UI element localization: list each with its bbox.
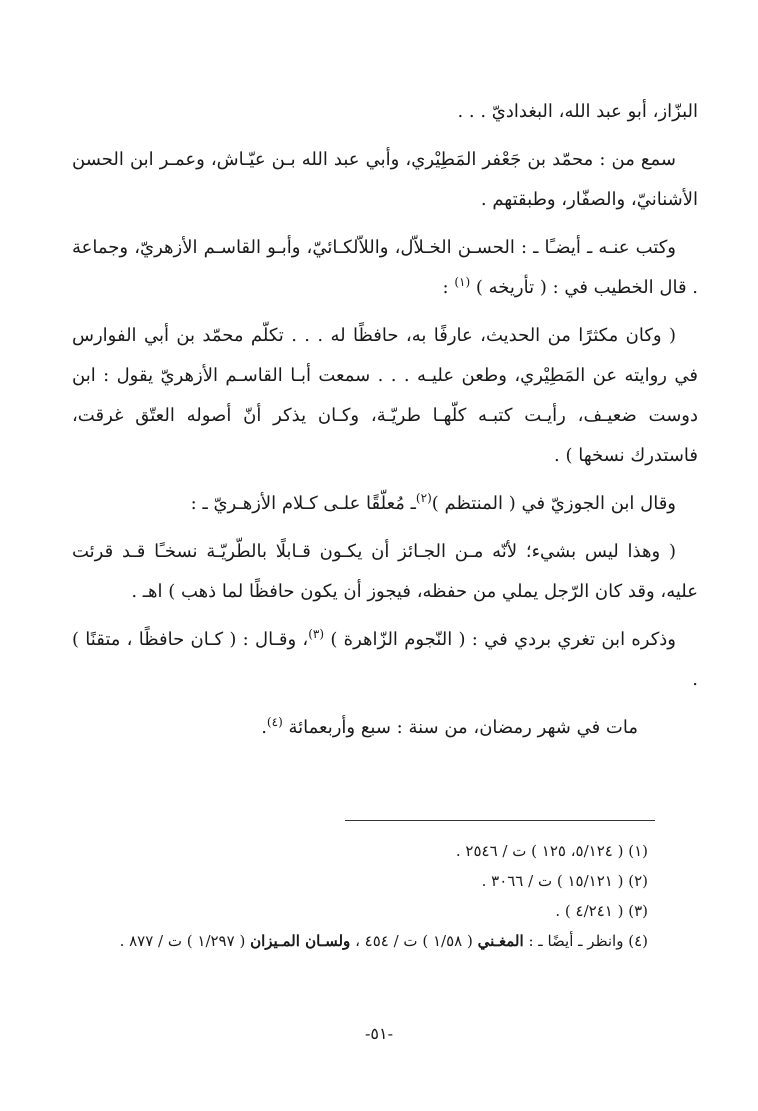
footnote-marker-1[interactable]: (١) bbox=[454, 275, 471, 289]
footnote-marker-3[interactable]: (٣) bbox=[308, 627, 325, 641]
paragraph-5 bbox=[72, 484, 698, 524]
footnote-4-mughni-ref: ( ١/٥٨ ) ت / ٤٥٤ ، bbox=[355, 932, 473, 950]
paragraph-8-text: مات في شهر رمضان، من سنة : سبع وأربعمائة bbox=[288, 717, 638, 738]
footnote-marker-4[interactable]: (٤) bbox=[266, 715, 283, 729]
paragraph-3 bbox=[72, 228, 698, 308]
paragraph-8 bbox=[72, 708, 698, 748]
footnote-1: (١) ( ٥/١٢٤، ١٢٥ ) ت / ٢٥٤٦ . bbox=[455, 842, 648, 860]
page-number: -٥١- bbox=[365, 1024, 393, 1043]
footnote-divider bbox=[345, 820, 655, 821]
footnote-2: (٢) ( ١٥/١٢١ ) ت / ٣٠٦٦ . bbox=[481, 872, 648, 890]
paragraph-7-text: وذكره ابن تغري بردي في : ( النّجوم الزّاهرة ) bbox=[330, 629, 676, 650]
paragraph-5-text: وقال ابن الجوزيّ في ( المنتظم ) bbox=[431, 493, 676, 514]
paragraph-3-text: وكتب عنـه ـ أيضـًا ـ : الحسـن الخـلاّل، واللاّلكـائيّ، وأبـو القاسـم الأزهريّ، وجماعة . قال الخطيب في : ( تأريخه ) bbox=[72, 237, 698, 298]
paragraph-4: ( وكان مكثرًا من الحديث، عارفًا به، حافظًا له . . . تكلّم محمّد بن أبي الفوارس في روايته عن المَطِيْري، وطعن عليـه . . . سمعت أبـا القاسـم الأزهريّ يقول : ابن دوست ضعيـف، رأيـت كتبـه كلّهـا طريّـة، وكـان يذكر أنّ أصوله العتّق غرقت، فاستدرك نسخها ) . bbox=[72, 325, 698, 466]
paragraph-7-tail: ، وقـال : ( كـان حافظًا ، متقنًا ) . bbox=[72, 629, 698, 690]
footnote-4-lisan: ولسـان المـيزان bbox=[250, 932, 351, 950]
footnote-marker-2[interactable]: (٢) bbox=[415, 491, 432, 505]
paragraph-7 bbox=[72, 620, 698, 700]
footnotes bbox=[72, 836, 648, 956]
paragraph-6: ( وهذا ليس بشيء؛ لأنّه مـن الجـائز أن يكـون قـابلًا بالطّريّـة نسخـًا قـد قرئت عليه، وقد كان الرّجل يملي من حفظه، فيجوز أن يكون حافظًا لما ذهب ) اهـ . bbox=[72, 541, 698, 602]
paragraph-5-tail: ـ مُعلّقًا علـى كـلام الأزهـريّ ـ : bbox=[190, 493, 416, 514]
footnote-4-mughni: المغـني bbox=[477, 932, 524, 950]
footnote-4 bbox=[72, 926, 648, 956]
paragraph-8-tail: . bbox=[261, 717, 267, 738]
footnote-4-lisan-ref: ( ١/٢٩٧ ) ت / ٨٧٧ . bbox=[119, 932, 246, 950]
paragraph-2: سمع من : محمّد بن جَعْفر المَطِيْري، وأبي عبد الله بـن عيّـاش، وعمـر ابن الحسن الأشنانيّ، والصفّار، وطبقتهم . bbox=[72, 149, 698, 210]
footnote-3: (٣) ( ٤/٢٤١ ) . bbox=[555, 902, 648, 920]
main-text bbox=[72, 92, 698, 756]
paragraph-1: البزّاز، أبو عبد الله، البغداديّ . . . bbox=[457, 101, 698, 122]
paragraph-3-tail: : bbox=[442, 277, 449, 298]
footnote-4-text: (٤) وانظر ـ أيضًا ـ : bbox=[528, 932, 648, 950]
